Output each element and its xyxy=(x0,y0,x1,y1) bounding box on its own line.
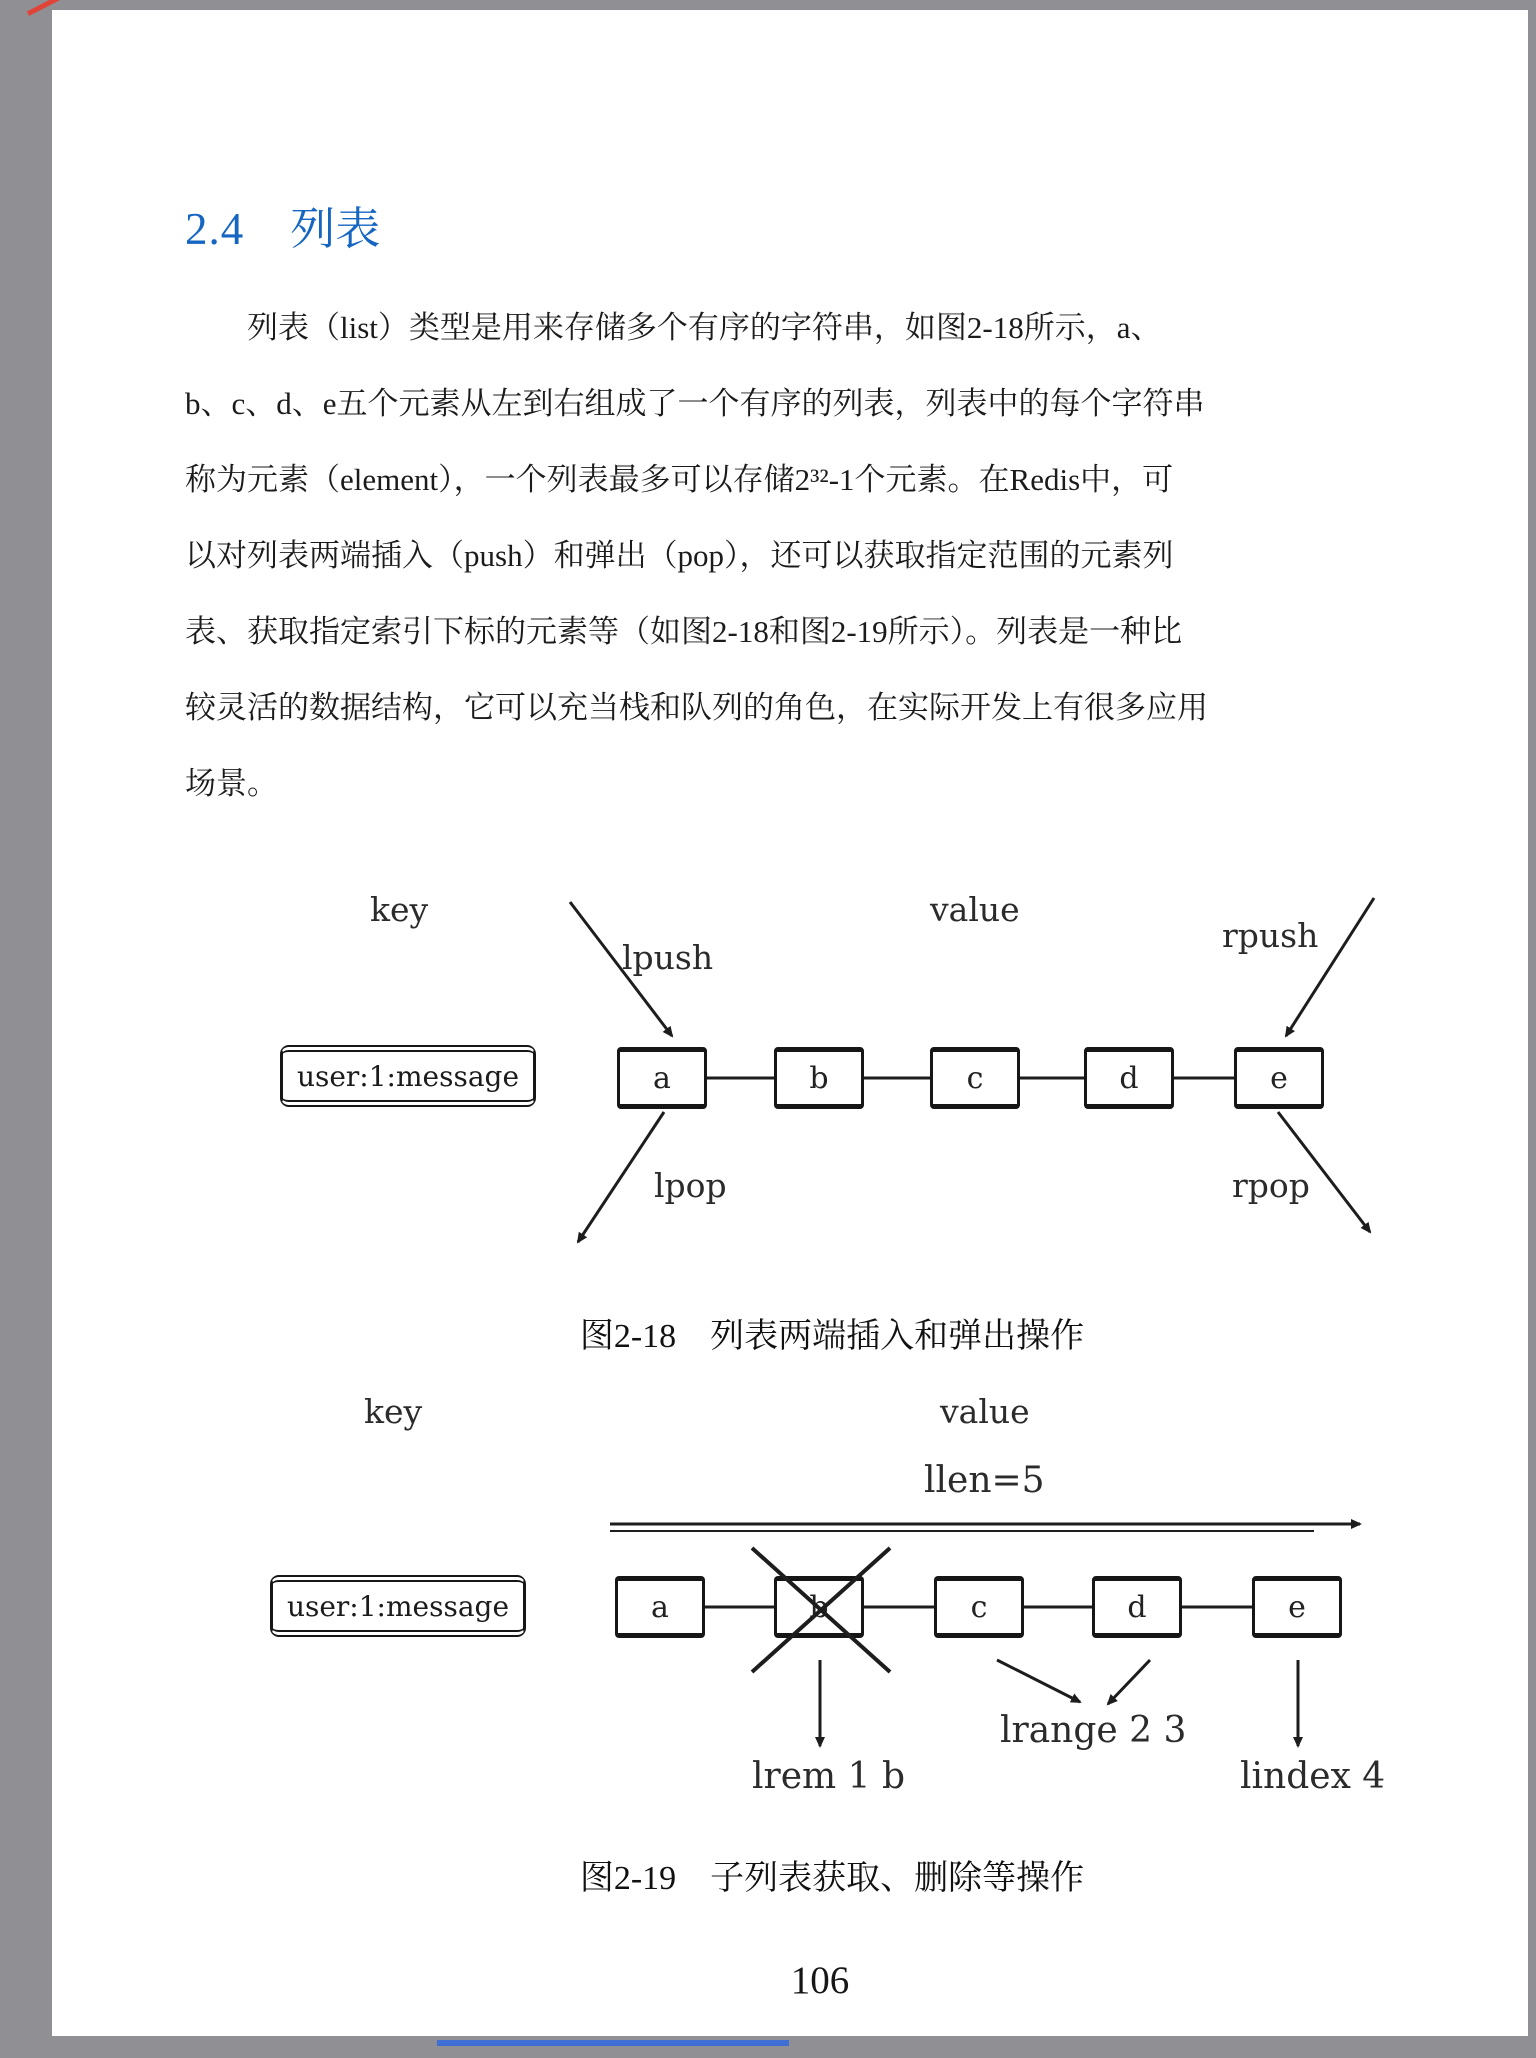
paragraph-line: 以对列表两端插入（push）和弹出（pop），还可以获取指定范围的元素列 xyxy=(185,538,1174,573)
fig19-value-label: value xyxy=(940,1392,1030,1431)
paragraph-line: b、c、d、e五个元素从左到右组成了一个有序的列表，列表中的每个字符串 xyxy=(185,386,1205,421)
fig18-lpush-label: lpush xyxy=(622,938,714,977)
fig18-element-box-d: d xyxy=(1084,1047,1174,1109)
lrange-arrow-from-c xyxy=(997,1660,1080,1702)
fig18-value-label: value xyxy=(930,890,1020,929)
fig18-key-box: user:1:message xyxy=(280,1045,536,1107)
fig19-key-box: user:1:message xyxy=(270,1575,526,1637)
paragraph-line: 表、获取指定索引下标的元素等（如图2-18和图2-19所示）。列表是一种比 xyxy=(185,614,1183,649)
fig19-element-box-c: c xyxy=(934,1576,1024,1638)
fig19-element-box-e: e xyxy=(1252,1576,1342,1638)
fig18-lpop-label: lpop xyxy=(654,1166,727,1205)
fig19-lrem-label: lrem 1 b xyxy=(752,1756,905,1797)
page-number: 106 xyxy=(790,1959,850,2002)
fig19-element-box-d: d xyxy=(1092,1576,1182,1638)
fig19-element-box-a: a xyxy=(615,1576,705,1638)
fig19-lrange-label: lrange 2 3 xyxy=(1000,1710,1187,1751)
paragraph-line: 场景。 xyxy=(185,766,278,801)
section-number: 2.4 xyxy=(185,204,245,254)
lpop-arrow xyxy=(578,1112,664,1242)
fig18-caption: 图2-18 列表两端插入和弹出操作 xyxy=(579,1318,1085,1355)
paragraph-line: 列表（list）类型是用来存储多个有序的字符串，如图2-18所示，a、 xyxy=(247,310,1162,345)
fig19-key-label: key xyxy=(364,1392,423,1431)
fig18-rpop-label: rpop xyxy=(1232,1166,1310,1205)
fig18-element-box-b: b xyxy=(774,1047,864,1109)
fig19-llen-label: llen=5 xyxy=(924,1460,1045,1501)
fig19-caption: 图2-19 子列表获取、删除等操作 xyxy=(579,1860,1085,1897)
paragraph-line: 较灵活的数据结构，它可以充当栈和队列的角色，在实际开发上有很多应用 xyxy=(185,690,1208,725)
fig19-element-box-b: b xyxy=(774,1576,864,1638)
document-page xyxy=(52,10,1528,2036)
lrange-arrow-from-d xyxy=(1108,1660,1150,1704)
section-heading xyxy=(185,192,380,257)
fig18-element-box-e: e xyxy=(1234,1047,1324,1109)
blue-edge-line xyxy=(437,2040,789,2046)
fig19-lindex-label: lindex 4 xyxy=(1240,1756,1386,1797)
section-title: 列表 xyxy=(290,204,381,254)
body-paragraph xyxy=(185,290,1208,822)
paragraph-line: 称为元素（element），一个列表最多可以存储2³²-1个元素。在Redis中，可 xyxy=(185,462,1174,497)
fig18-element-box-a: a xyxy=(617,1047,707,1109)
fig18-element-box-c: c xyxy=(930,1047,1020,1109)
fig18-key-label: key xyxy=(370,890,429,929)
fig18-rpush-label: rpush xyxy=(1222,916,1319,955)
